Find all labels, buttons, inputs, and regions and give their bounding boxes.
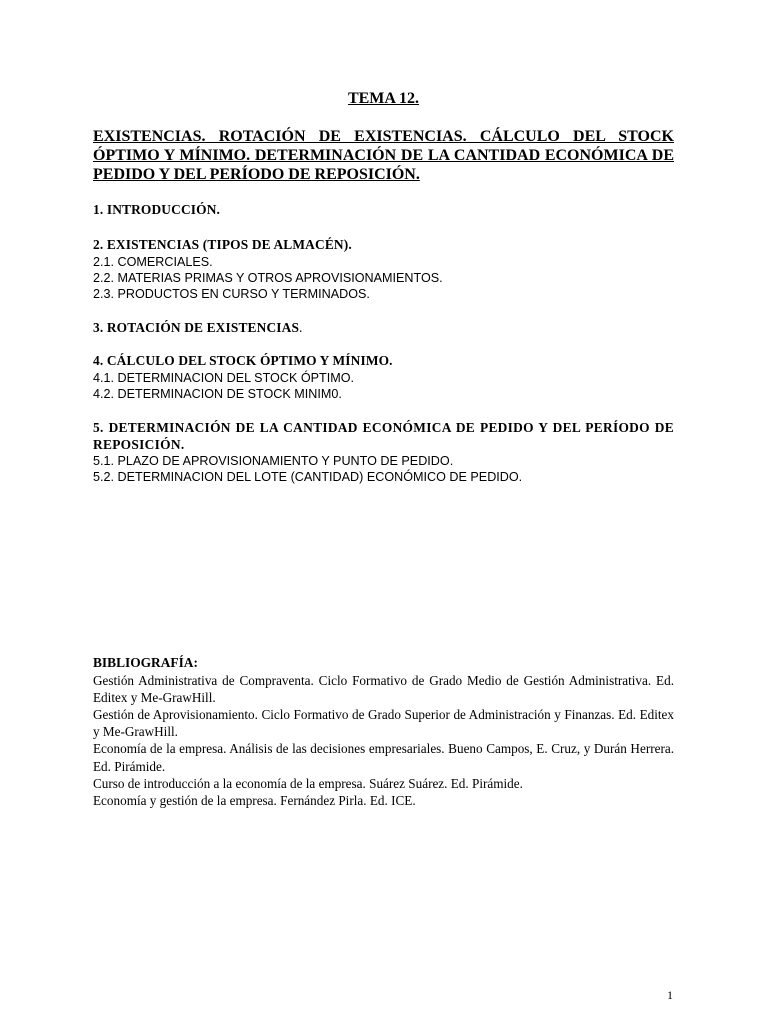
bibliography [93, 655, 674, 809]
section-3 [93, 320, 674, 337]
section-3-title: 3. ROTACIÓN DE EXISTENCIAS [93, 320, 300, 335]
section-5-item: 5.1. PLAZO DE APROVISIONAMIENTO Y PUNTO DE PEDIDO. [93, 454, 454, 468]
section-1 [93, 202, 674, 219]
bibliography-entry: Gestión de Aprovisionamiento. Ciclo Formativo de Grado Superior de Administración y Finanzas. Ed. Editex y Me-GrawHill. [93, 706, 674, 740]
bibliography-entry: Curso de introducción a la economía de la empresa. Suárez Suárez. Ed. Pirámide. [93, 775, 523, 791]
section-4-item: 4.1. DETERMINACION DEL STOCK ÓPTIMO. [93, 370, 355, 385]
bibliography-entry: Gestión Administrativa de Compraventa. Ciclo Formativo de Grado Medio de Gestión Administrativa. Ed. Editex y Me-GrawHill. [93, 672, 674, 705]
section-4-item: 4.2. DETERMINACION DE STOCK MINIM0. [93, 386, 342, 401]
section-4-title: 4. CÁLCULO DEL STOCK ÓPTIMO Y MÍNIMO. [93, 353, 393, 368]
section-5 [93, 420, 674, 486]
section-2-title: 2. EXISTENCIAS (TIPOS DE ALMACÉN). [93, 237, 352, 252]
tema-heading: TEMA 12. [347, 90, 420, 107]
bibliography-heading: BIBLIOGRAFÍA: [93, 655, 198, 670]
section-2-item: 2.2. MATERIAS PRIMAS Y OTROS APROVISIONAMIENTOS. [93, 270, 443, 285]
section-3-title-period: . [299, 320, 303, 335]
section-2-item: 2.1. COMERCIALES. [93, 254, 213, 269]
bibliography-entry: Economía de la empresa. Análisis de las decisiones empresariales. Bueno Campos, E. Cruz, y Durán Herrera. Ed. Pirámide. [93, 741, 674, 774]
document-title: EXISTENCIAS. ROTACIÓN DE EXISTENCIAS. CÁLCULO DEL STOCK ÓPTIMO Y MÍNIMO. DETERMINACIÓN DE LA CANTIDAD ECONÓMICA DE PEDIDO Y DEL PERÍODO DE REPOSICIÓN. [93, 128, 674, 183]
section-1-title: 1. INTRODUCCIÓN. [93, 202, 221, 217]
section-5-item: 5.2. DETERMINACION DEL LOTE (CANTIDAD) ECONÓMICO DE PEDIDO. [93, 470, 523, 485]
section-5-title: 5. DETERMINACIÓN DE LA CANTIDAD ECONÓMICA DE PEDIDO Y DEL PERÍODO DE REPOSICIÓN. [93, 420, 674, 452]
section-2 [93, 237, 674, 303]
page-number: 1 [667, 988, 673, 1002]
section-2-item: 2.3. PRODUCTOS EN CURSO Y TERMINADOS. [93, 287, 370, 302]
bibliography-entry: Economía y gestión de la empresa. Fernández Pirla. Ed. ICE. [93, 792, 416, 808]
section-4 [93, 353, 674, 402]
section-3-title-line [93, 320, 674, 337]
